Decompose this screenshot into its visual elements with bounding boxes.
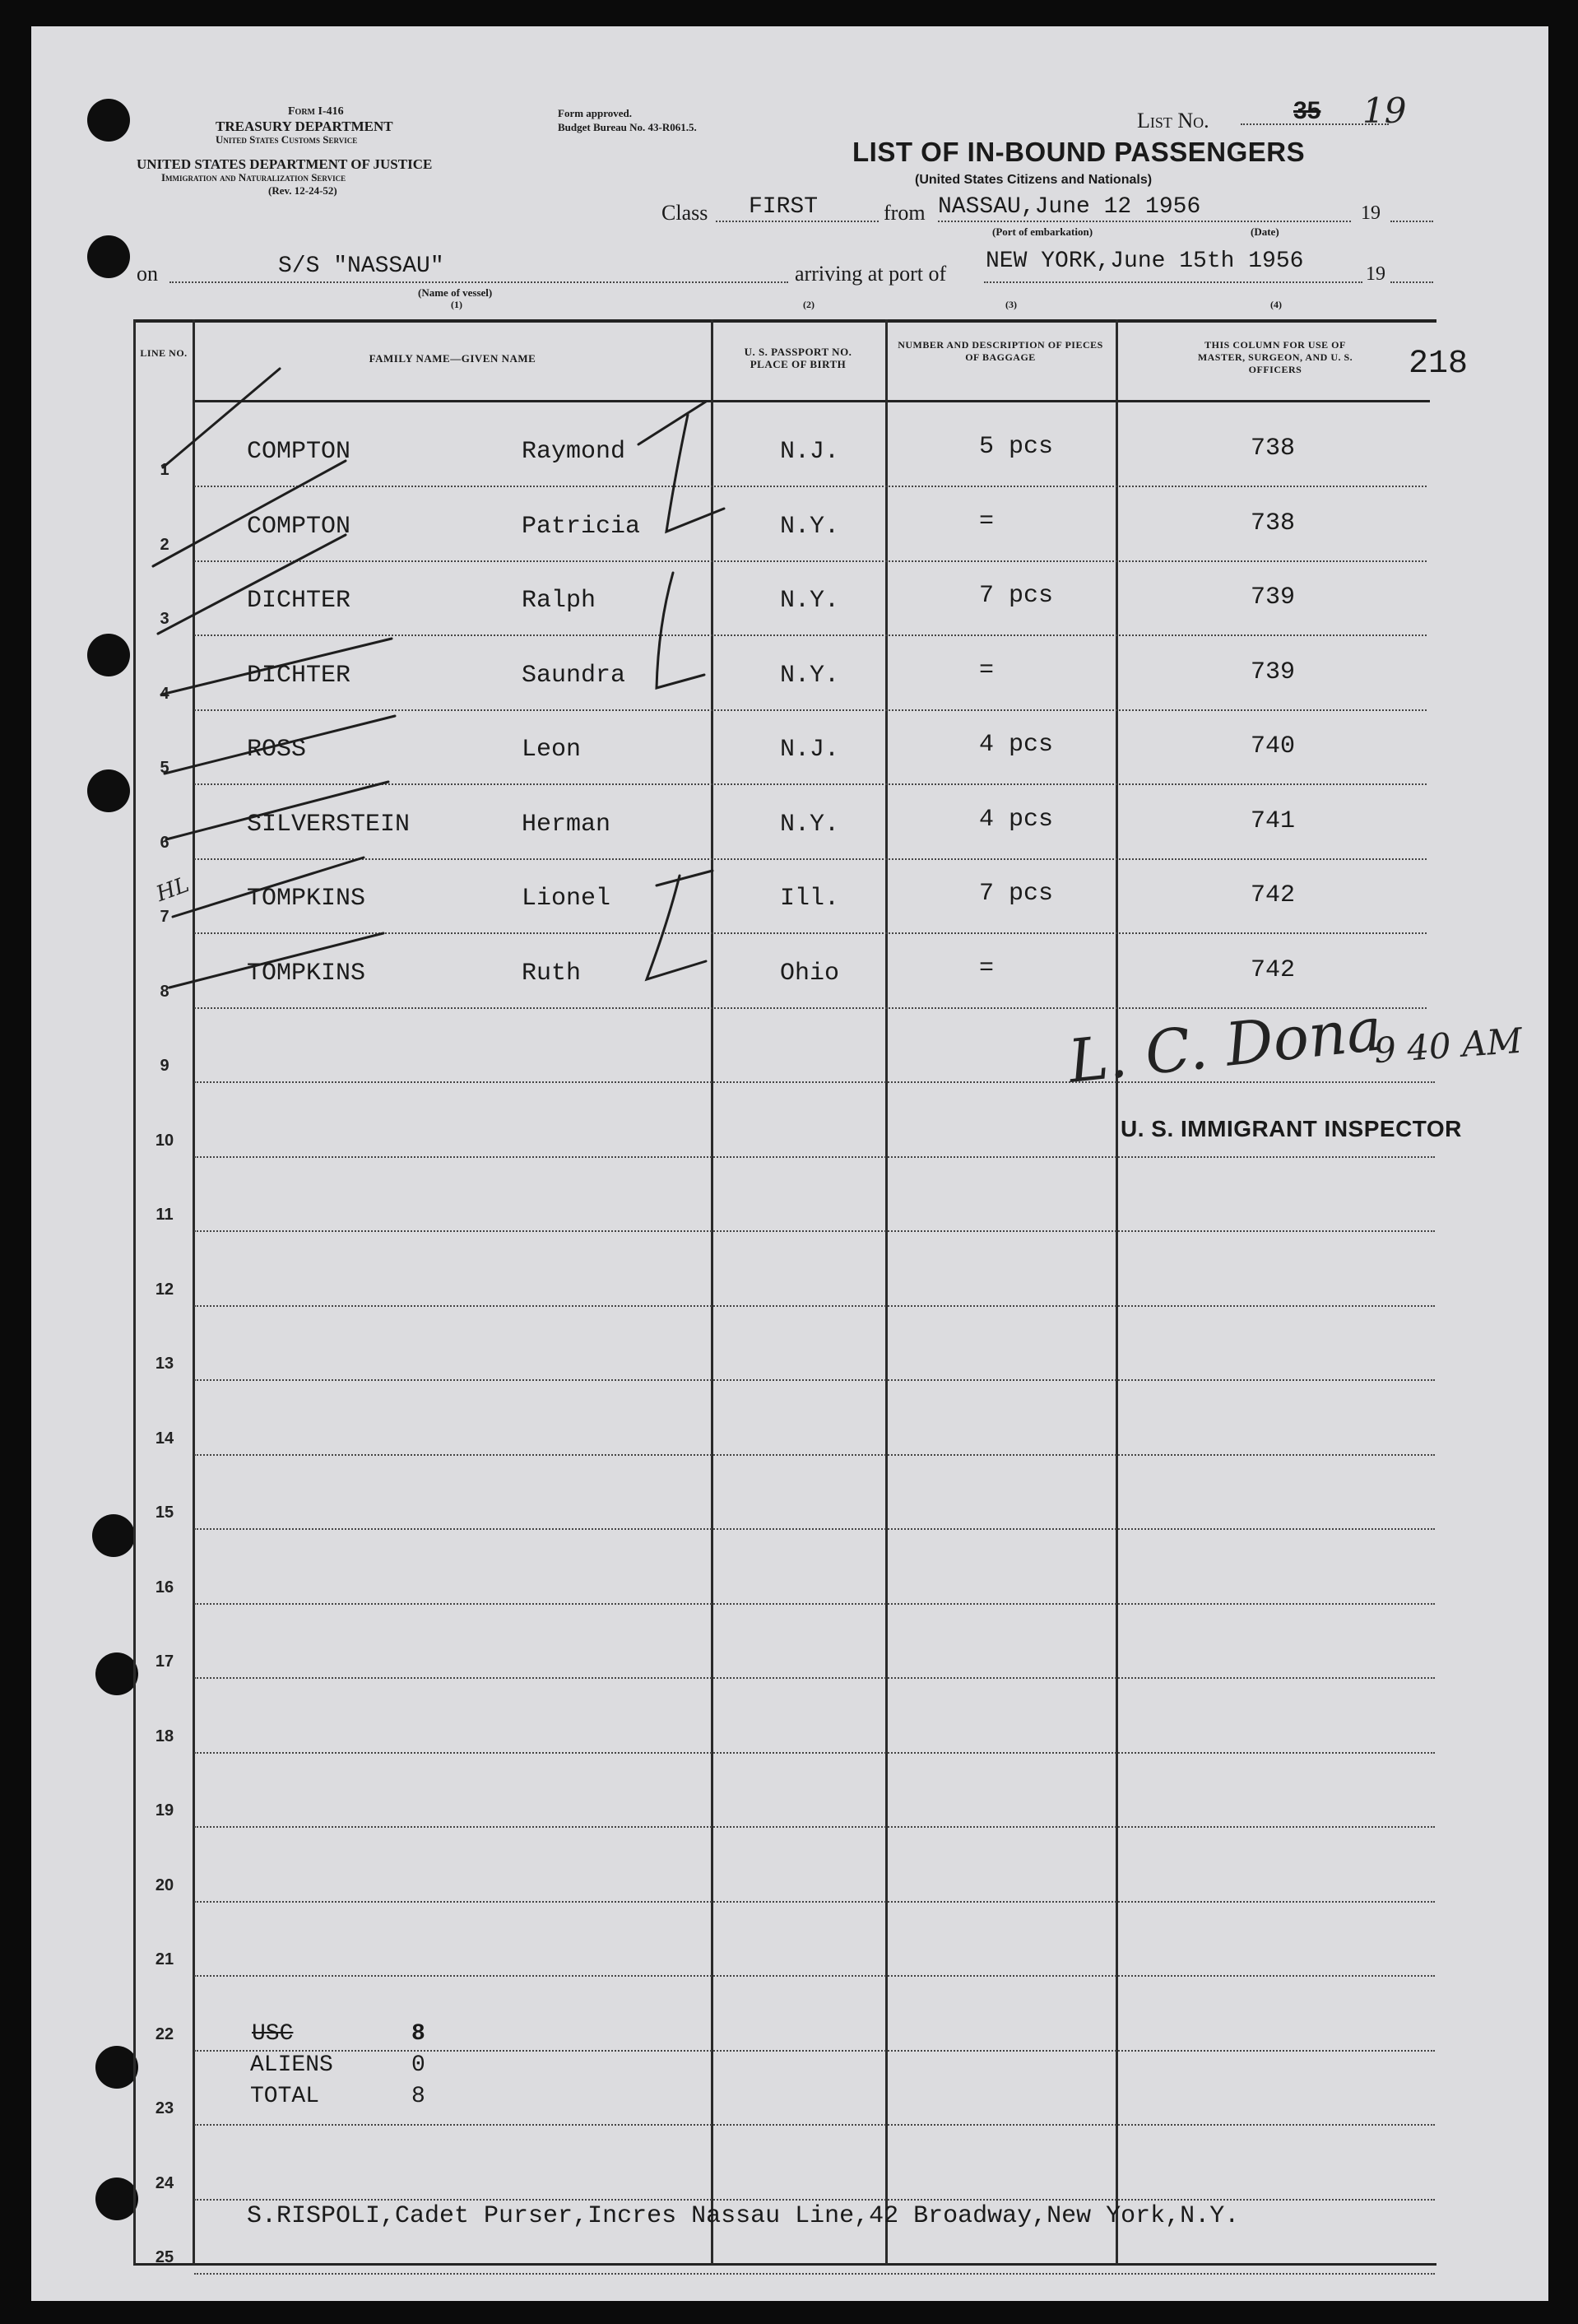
row-rule <box>194 560 1427 562</box>
line-number: 3 <box>160 610 169 628</box>
row-rule <box>194 486 1427 487</box>
punch-hole <box>95 1652 138 1695</box>
budget-bureau: Budget Bureau No. 43-R061.5. <box>558 121 697 133</box>
column-header-passport: U. S. PASSPORT NO. PLACE OF BIRTH <box>744 346 852 370</box>
column-number: (3) <box>1005 299 1017 310</box>
inspector-signature: L. C. Dona <box>1065 994 1385 1096</box>
punch-hole <box>95 2046 138 2089</box>
baggage-count: 5 pcs <box>979 433 1054 461</box>
officer-number: 742 <box>1251 881 1296 909</box>
row-rule <box>194 1454 1435 1456</box>
officer-number: 738 <box>1251 509 1296 537</box>
table-bottom-border <box>133 2263 1436 2266</box>
family-name: TOMPKINS <box>247 885 366 913</box>
line-number: 2 <box>160 535 169 554</box>
officer-number: 739 <box>1251 658 1296 686</box>
year-suffix: 19 <box>1361 202 1381 224</box>
officer-number: 739 <box>1251 583 1296 611</box>
column-divider <box>193 319 195 2265</box>
from-value: NASSAU,June 12 1956 <box>938 194 1201 220</box>
column-number: (4) <box>1270 299 1282 310</box>
total-value: 8 <box>411 2084 425 2109</box>
class-label: Class <box>661 201 708 225</box>
column-divider <box>133 319 136 2265</box>
officer-number: 742 <box>1251 955 1296 984</box>
place-of-birth: N.Y. <box>780 661 840 690</box>
punch-hole <box>87 769 130 812</box>
usc-label: USC <box>252 2021 294 2047</box>
row-rule <box>194 1603 1435 1605</box>
place-of-birth: N.J. <box>780 736 840 764</box>
place-of-birth: N.J. <box>780 438 840 466</box>
row-rule <box>194 858 1427 860</box>
column-header-name: FAMILY NAME—GIVEN NAME <box>369 352 536 365</box>
row-rule <box>194 1081 1435 1083</box>
row-rule <box>194 1305 1435 1307</box>
punch-hole <box>95 2178 138 2220</box>
treasury-department: TREASURY DEPARTMENT <box>216 119 393 134</box>
on-label: on <box>137 262 158 286</box>
baggage-count: = <box>979 656 995 685</box>
row-rule <box>194 783 1427 785</box>
line-number: 6 <box>160 833 169 852</box>
column-header-line-no: LINE NO. <box>140 347 188 359</box>
place-of-birth: Ill. <box>780 885 840 913</box>
column-divider <box>711 319 713 2265</box>
column-divider <box>1116 319 1118 2265</box>
page-number: 218 <box>1409 346 1469 383</box>
baggage-count: 4 pcs <box>979 731 1054 759</box>
list-no-value: 19 <box>1362 91 1407 131</box>
given-name: Herman <box>522 810 611 839</box>
aliens-value: 0 <box>411 2052 425 2078</box>
officer-number: 738 <box>1251 435 1296 462</box>
given-name: Patricia <box>522 512 641 541</box>
punch-hole <box>92 1514 135 1557</box>
family-name: DICHTER <box>247 661 351 690</box>
baggage-count: = <box>979 954 995 983</box>
family-name: SILVERSTEIN <box>247 810 411 839</box>
officer-number: 740 <box>1251 732 1296 760</box>
family-name: COMPTON <box>247 438 351 466</box>
punch-hole <box>87 634 130 676</box>
family-name: COMPTON <box>247 512 351 541</box>
row-rule <box>194 2050 1435 2052</box>
given-name: Ralph <box>522 587 596 615</box>
purser-footer: S.RISPOLI,Cadet Purser,Incres Nassau Line,42 Broadway,New York,N.Y. <box>247 2202 1240 2230</box>
inspector-stamp: U. S. IMMIGRANT INSPECTOR <box>1121 1116 1462 1141</box>
row-rule <box>194 634 1427 636</box>
line-number: 25 <box>155 2248 174 2266</box>
place-of-birth: N.Y. <box>780 512 840 541</box>
margin-note: HL <box>153 872 193 907</box>
row-rule <box>194 1156 1435 1158</box>
family-name: TOMPKINS <box>247 959 366 988</box>
line-number: 18 <box>155 1727 174 1745</box>
line-number: 23 <box>155 2099 174 2117</box>
line-number: 1 <box>160 461 169 479</box>
line-number: 11 <box>155 1206 174 1224</box>
page-title: LIST OF IN-BOUND PASSENGERS <box>852 137 1306 167</box>
header-bottom-border <box>193 400 1430 402</box>
column-number: (2) <box>803 299 815 310</box>
line-number: 8 <box>160 982 169 1001</box>
line-number: 22 <box>155 2024 174 2043</box>
baggage-count: 7 pcs <box>979 582 1054 610</box>
given-name: Leon <box>522 736 582 764</box>
form-number: Form I-416 <box>288 105 344 118</box>
officer-number: 741 <box>1251 806 1296 835</box>
family-name: DICHTER <box>247 587 351 615</box>
aliens-label: ALIENS <box>250 2052 333 2078</box>
vessel-caption: (Name of vessel) <box>418 286 493 299</box>
arriving-label: arriving at port of <box>795 262 947 286</box>
row-rule <box>194 2273 1435 2275</box>
date-caption: (Date) <box>1251 225 1279 238</box>
given-name: Ruth <box>522 959 582 988</box>
punch-hole <box>87 99 130 142</box>
total-label: TOTAL <box>250 2084 320 2109</box>
vessel-name: S/S "NASSAU" <box>278 253 444 279</box>
column-header-officers: THIS COLUMN FOR USE OF MASTER, SURGEON, AND U. S. OFFICERS <box>1197 339 1353 375</box>
column-number: (1) <box>451 299 462 310</box>
year-suffix: 19 <box>1366 263 1385 285</box>
place-of-birth: N.Y. <box>780 587 840 615</box>
given-name: Raymond <box>522 438 626 466</box>
punch-hole <box>87 235 130 278</box>
line-number: 17 <box>155 1652 174 1671</box>
line-number: 24 <box>155 2173 174 2192</box>
line-number: 12 <box>155 1280 174 1299</box>
place-of-birth: Ohio <box>780 959 840 988</box>
column-header-baggage: NUMBER AND DESCRIPTION OF PIECES OF BAGGAGE <box>898 339 1103 363</box>
row-rule <box>194 1901 1435 1903</box>
list-no-struck: 35 <box>1293 97 1321 124</box>
ins-service: Immigration and Naturalization Service <box>161 171 346 184</box>
form-approved: Form approved. <box>558 107 633 119</box>
baggage-count: = <box>979 507 995 536</box>
row-rule <box>194 2124 1435 2126</box>
line-number: 13 <box>155 1355 174 1373</box>
line-number: 9 <box>160 1057 169 1075</box>
place-of-birth: N.Y. <box>780 810 840 839</box>
row-rule <box>194 932 1427 934</box>
department-of-justice: UNITED STATES DEPARTMENT OF JUSTICE <box>137 156 433 172</box>
line-number: 4 <box>160 684 169 703</box>
line-number: 7 <box>160 908 169 926</box>
from-label: from <box>884 201 926 225</box>
row-rule <box>194 1752 1435 1754</box>
list-no-label: List No. <box>1137 109 1209 132</box>
usc-value: 8 <box>411 2021 425 2047</box>
row-rule <box>194 1379 1435 1381</box>
port-caption: (Port of embarkation) <box>992 225 1093 238</box>
row-rule <box>194 1528 1435 1530</box>
arrival-value: NEW YORK,June 15th 1956 <box>986 249 1304 274</box>
row-rule <box>194 1230 1435 1232</box>
customs-service: United States Customs Service <box>216 133 358 146</box>
class-value: FIRST <box>749 194 819 220</box>
row-rule <box>194 709 1427 711</box>
line-number: 21 <box>155 1950 174 1968</box>
row-rule <box>194 1975 1435 1977</box>
revision-date: (Rev. 12-24-52) <box>268 184 337 197</box>
page-subtitle: (United States Citizens and Nationals) <box>915 173 1153 187</box>
line-number: 10 <box>155 1131 174 1150</box>
table-top-border <box>133 319 1436 323</box>
row-rule <box>194 1677 1435 1679</box>
baggage-count: 4 pcs <box>979 805 1054 834</box>
line-number: 5 <box>160 759 169 777</box>
line-number: 20 <box>155 1875 174 1894</box>
column-divider <box>885 319 888 2265</box>
line-number: 14 <box>155 1429 174 1448</box>
family-name: ROSS <box>247 736 307 764</box>
line-number: 15 <box>155 1504 174 1522</box>
baggage-count: 7 pcs <box>979 880 1054 908</box>
line-number: 19 <box>155 1801 174 1820</box>
given-name: Saundra <box>522 661 626 690</box>
row-rule <box>194 2199 1435 2201</box>
inspection-time: 9 40 AM <box>1372 1020 1524 1071</box>
given-name: Lionel <box>522 885 611 913</box>
line-number: 16 <box>155 1578 174 1597</box>
row-rule <box>194 1826 1435 1828</box>
